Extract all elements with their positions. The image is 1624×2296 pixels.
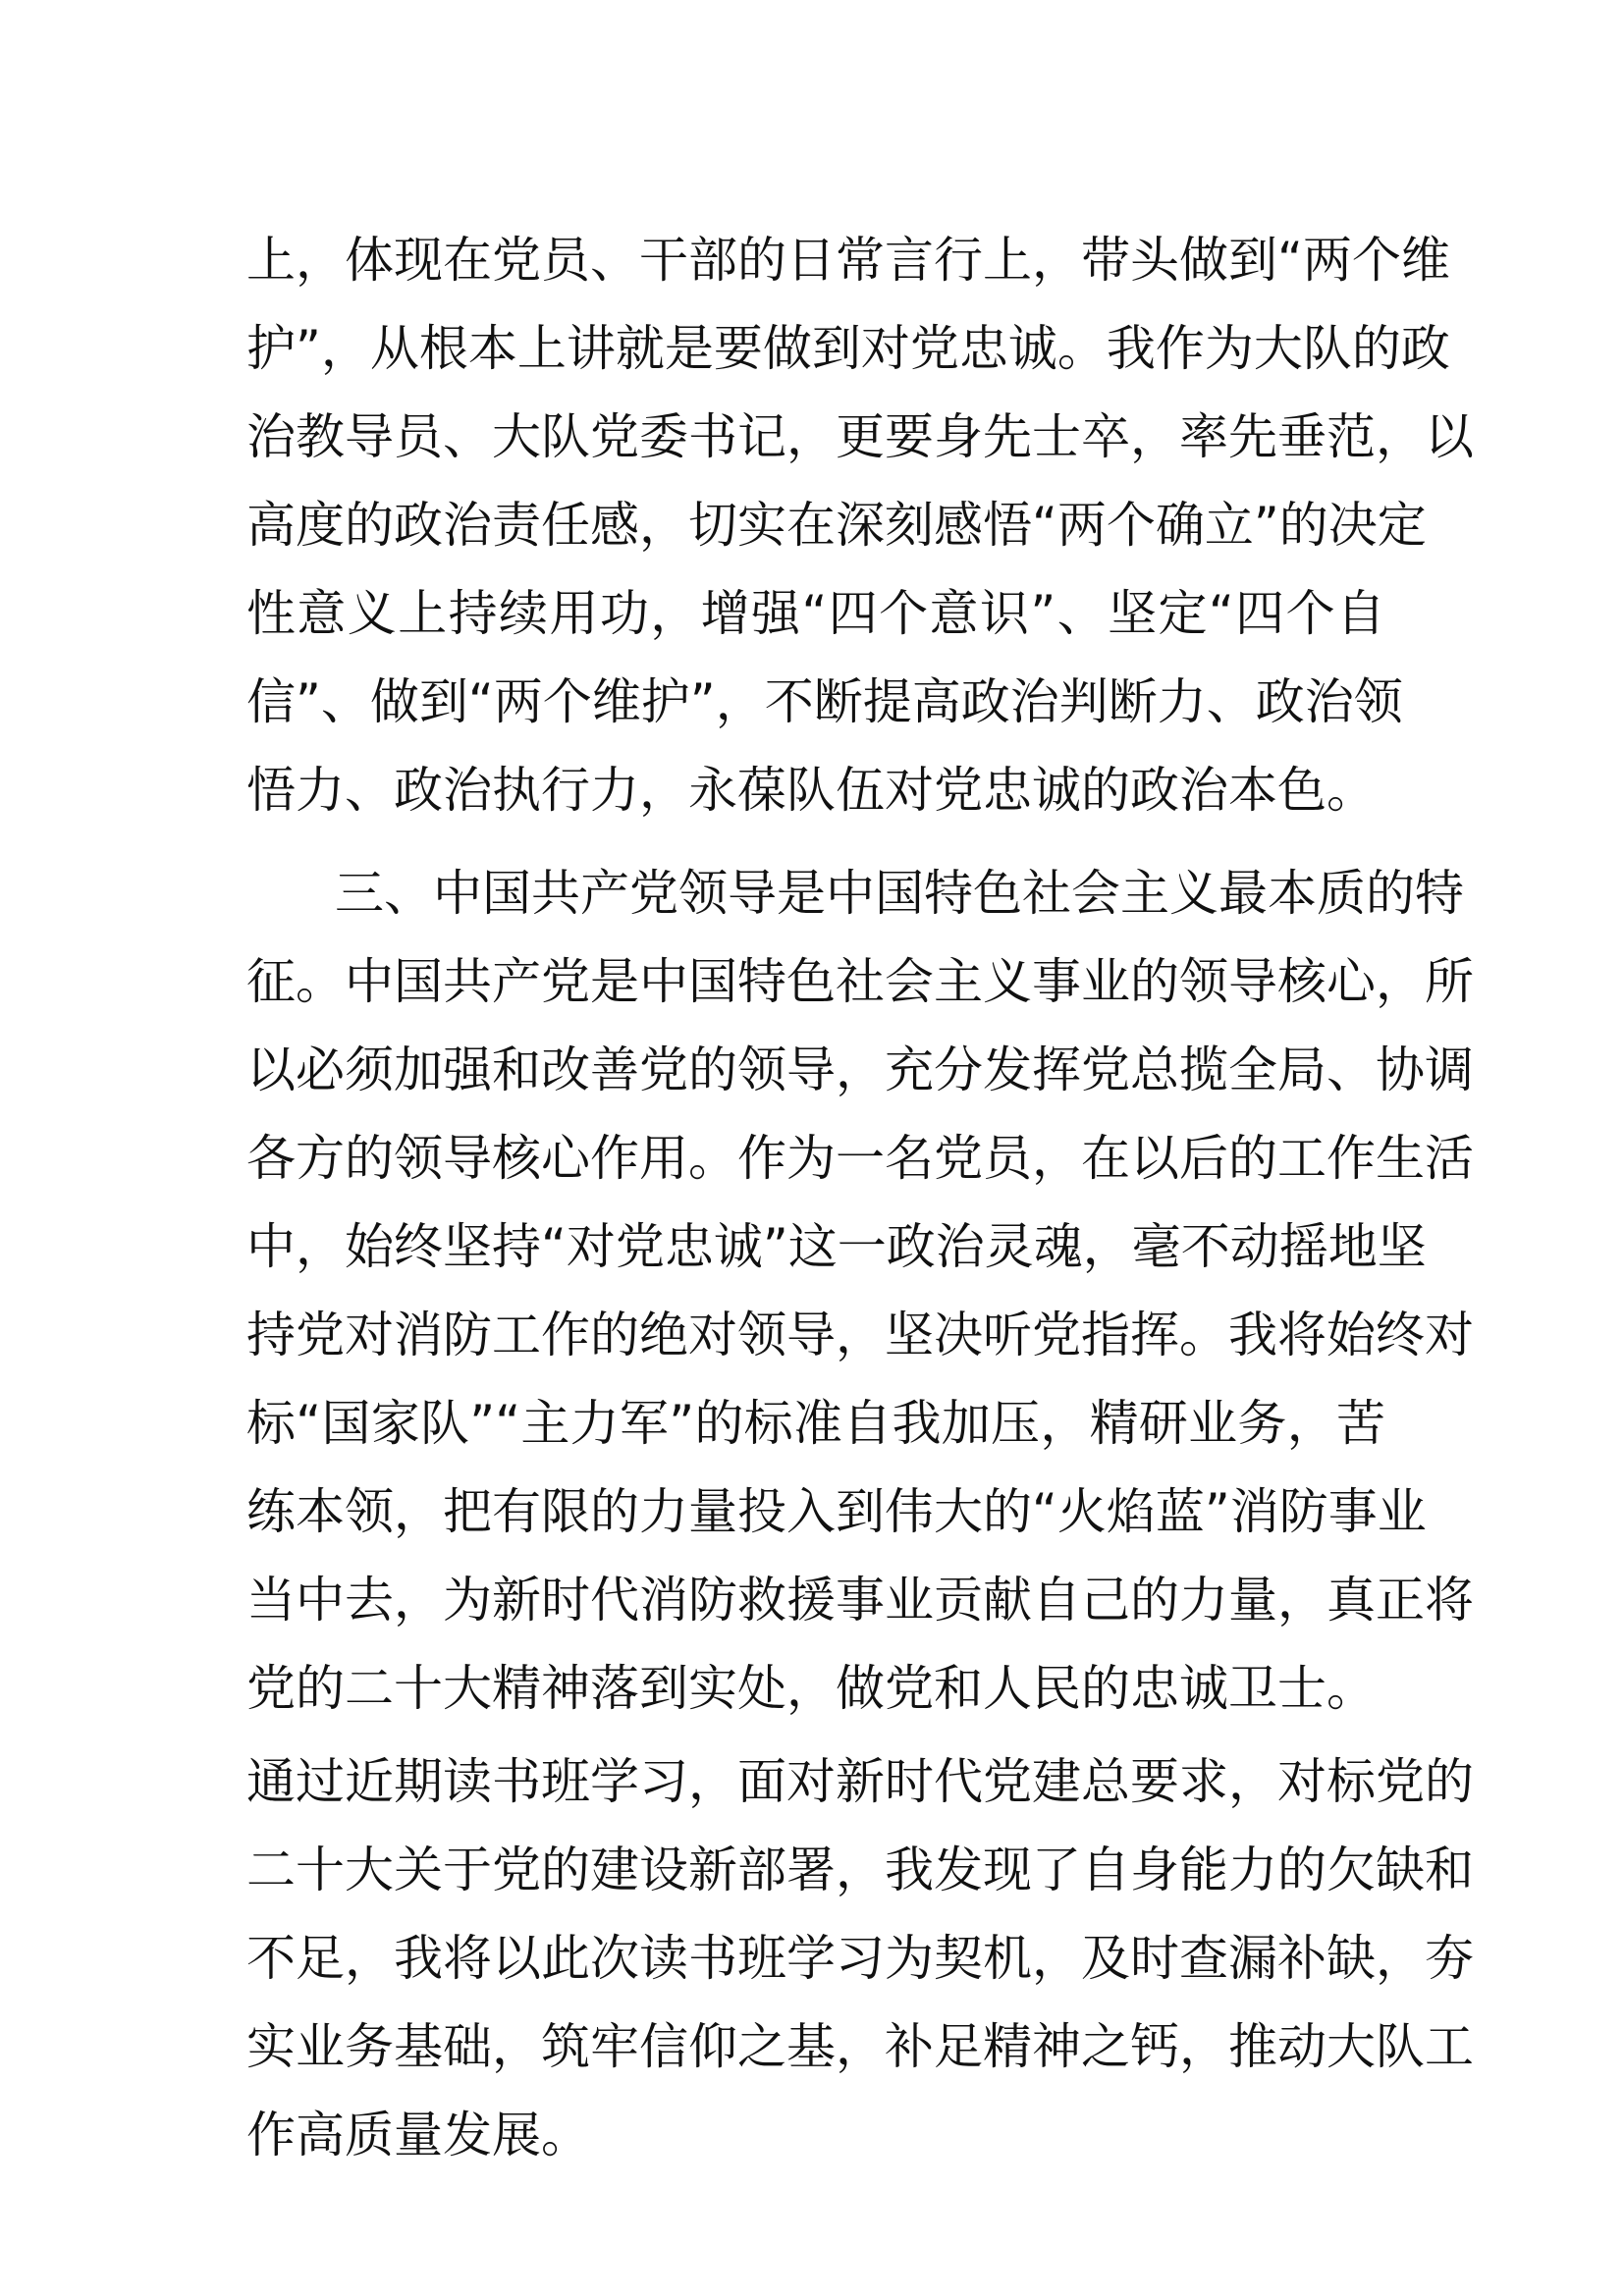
- text-line: 三、中国共产党领导是中国特色社会主义最本质的特: [335, 865, 1464, 922]
- text-line: 二十大关于党的建设新部署，我发现了自身能力的欠缺和: [246, 1842, 1474, 1898]
- text-line: 不足，我将以此次读书班学习为契机，及时查漏补缺，夯: [246, 1930, 1474, 1987]
- text-line: 上，体现在党员、干部的日常言行上，带头做到“两个维: [246, 232, 1450, 289]
- text-line: 以必须加强和改善党的领导，充分发挥党总揽全局、协调: [246, 1041, 1474, 1098]
- text-line: 各方的领导核心作用。作为一名党员，在以后的工作生活: [246, 1130, 1474, 1187]
- text-line: 练本领，把有限的力量投入到伟大的“火焰蓝”消防事业: [246, 1483, 1427, 1540]
- text-line: 性意义上持续用功，增强“四个意识”、坚定“四个自: [246, 585, 1385, 642]
- text-line: 高度的政治责任感，切实在深刻感悟“两个确立”的决定: [246, 497, 1427, 554]
- text-line: 通过近期读书班学习，面对新时代党建总要求，对标党的: [246, 1753, 1474, 1810]
- text-line: 征。中国共产党是中国特色社会主义事业的领导核心，所: [246, 953, 1474, 1010]
- text-line: 标“国家队”“主力军”的标准自我加压，精研业务，苦: [246, 1395, 1385, 1452]
- text-line: 护”，从根本上讲就是要做到对党忠诚。我作为大队的政: [246, 320, 1450, 377]
- text-line: 中，始终坚持“对党忠诚”这一政治灵魂，毫不动摇地坚: [246, 1218, 1427, 1275]
- text-line: 治教导员、大队党委书记，更要身先士卒，率先垂范，以: [246, 408, 1474, 465]
- text-line: 信”、做到“两个维护”，不断提高政治判断力、政治领: [246, 673, 1403, 730]
- text-line: 持党对消防工作的绝对领导，坚决听党指挥。我将始终对: [246, 1307, 1474, 1363]
- text-line: 党的二十大精神落到实处，做党和人民的忠诚卫士。: [246, 1660, 1376, 1717]
- text-line: 悟力、政治执行力，永葆队伍对党忠诚的政治本色。: [246, 762, 1376, 819]
- text-line: 实业务基础，筑牢信仰之基，补足精神之钙，推动大队工: [246, 2018, 1474, 2075]
- text-line: 作高质量发展。: [246, 2107, 590, 2163]
- text-line: 当中去，为新时代消防救援事业贡献自己的力量，真正将: [246, 1572, 1474, 1629]
